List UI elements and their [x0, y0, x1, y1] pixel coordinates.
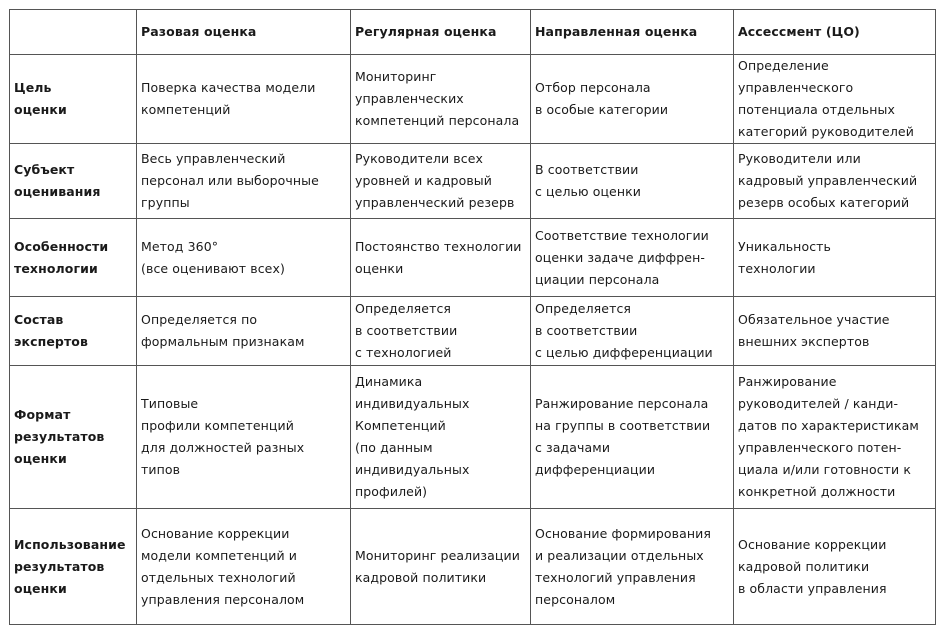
table-cell: В соответствии с целью оценки — [531, 144, 734, 219]
row-header-cell: Цель оценки — [10, 55, 137, 144]
table-cell: Определяется в соответствии с целью дифференциации — [531, 297, 734, 366]
table-cell: Ранжирование персонала на группы в соответствии с задачами дифференциации — [531, 366, 734, 509]
table-cell: Весь управленческий персонал или выборочные группы — [137, 144, 351, 219]
table-row — [10, 509, 936, 625]
table-cell: Основание формирования и реализации отдельных технологий управления персоналом — [531, 509, 734, 625]
table-cell: Динамика индивидуальных Компетенций (по данным индивидуальных профилей) — [351, 366, 531, 509]
header-targeted-assessment: Направленная оценка — [531, 10, 734, 55]
table-row — [10, 55, 936, 144]
table-cell: Поверка качества модели компетенций — [137, 55, 351, 144]
table-cell: Основание коррекции модели компетенций и отдельных технологий управления персоналом — [137, 509, 351, 625]
table-cell: Основание коррекции кадровой политики в области управления — [734, 509, 936, 625]
table-cell: Отбор персонала в особые категории — [531, 55, 734, 144]
table-cell: Мониторинг реализации кадровой политики — [351, 509, 531, 625]
table-cell: Обязательное участие внешних экспертов — [734, 297, 936, 366]
table-cell: Мониторинг управленческих компетенций персонала — [351, 55, 531, 144]
table-cell: Типовые профили компетенций для должностей разных типов — [137, 366, 351, 509]
table-cell: Соответствие технологии оценки задаче диффрен- циации персонала — [531, 219, 734, 297]
table-cell: Руководители всех уровней и кадровый управленческий резерв — [351, 144, 531, 219]
row-header-cell: Состав экспертов — [10, 297, 137, 366]
table-cell: Руководители или кадровый управленческий резерв особых категорий — [734, 144, 936, 219]
table-cell: Постоянство технологии оценки — [351, 219, 531, 297]
header-assessment-center: Ассессмент (ЦО) — [734, 10, 936, 55]
header-one-time-assessment: Разовая оценка — [137, 10, 351, 55]
table-cell: Ранжирование руководителей / канди- датов по характеристикам управленческого потен- циала и/или готовности к конкретной должности — [734, 366, 936, 509]
row-header-cell: Особенности технологии — [10, 219, 137, 297]
table-cell: Определение управленческого потенциала отдельных категорий руководителей — [734, 55, 936, 144]
table-row — [10, 144, 936, 219]
table-row — [10, 366, 936, 509]
row-header-cell: Формат результатов оценки — [10, 366, 137, 509]
table-cell: Метод 360° (все оценивают всех) — [137, 219, 351, 297]
table-row — [10, 297, 936, 366]
row-header-cell: Использование результатов оценки — [10, 509, 137, 625]
header-corner-cell — [10, 10, 137, 55]
table-cell: Определяется по формальным признакам — [137, 297, 351, 366]
assessment-comparison-table — [9, 9, 936, 625]
row-header-cell: Субъект оценивания — [10, 144, 137, 219]
table-row — [10, 219, 936, 297]
table-cell: Уникальность технологии — [734, 219, 936, 297]
table-cell: Определяется в соответствии с технологией — [351, 297, 531, 366]
table-header-row — [10, 10, 936, 55]
header-regular-assessment: Регулярная оценка — [351, 10, 531, 55]
